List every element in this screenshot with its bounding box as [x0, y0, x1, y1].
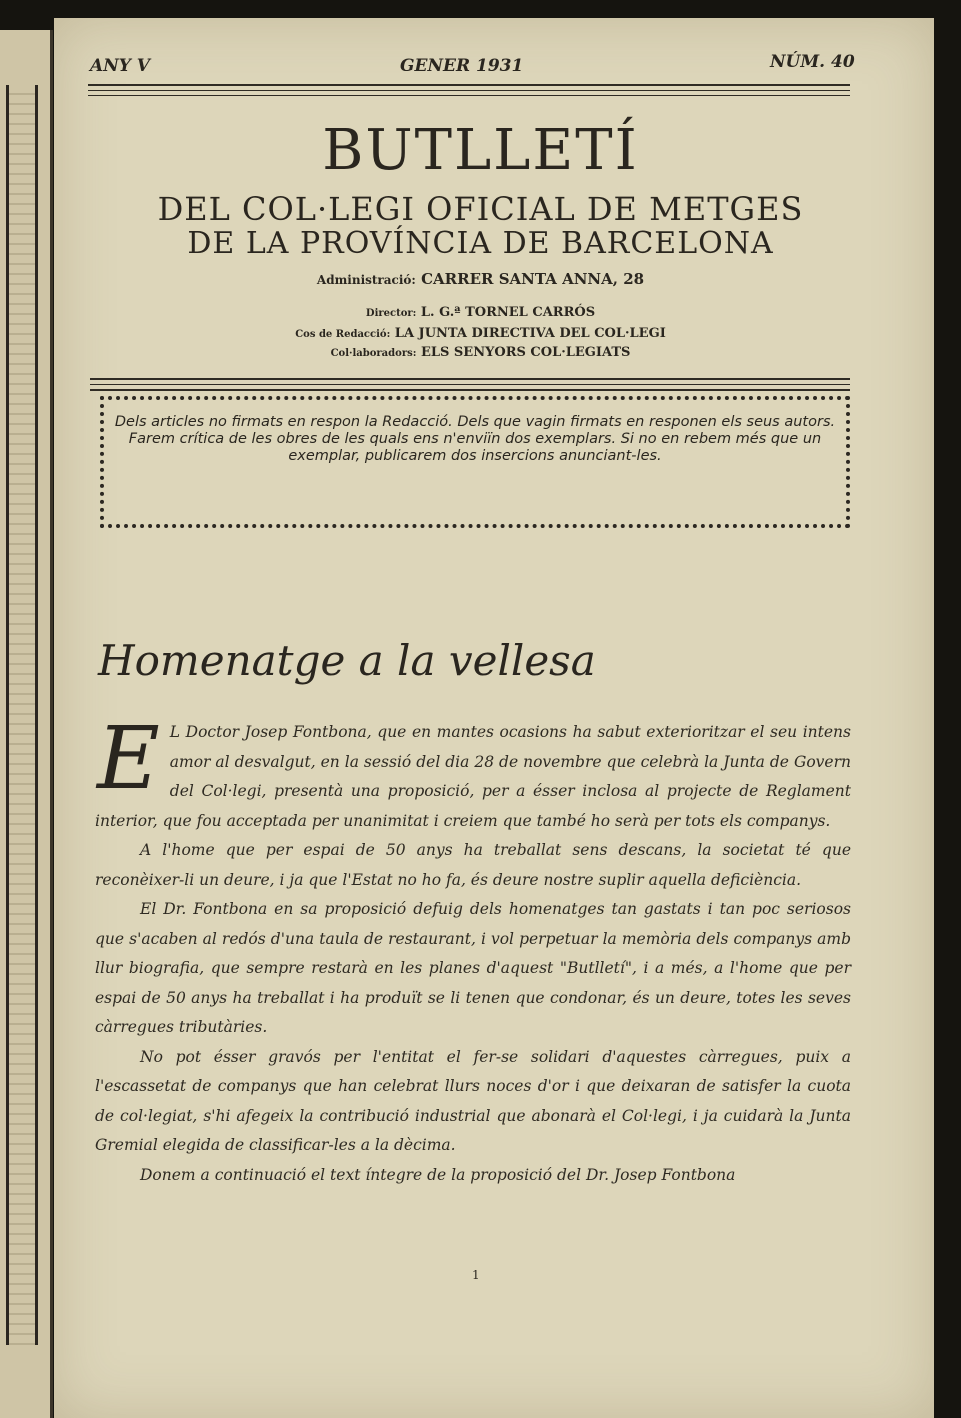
article-paragraph-5: Donem a continuació el text íntegre de la proposició del Dr. Josep Fontbona — [140, 1165, 736, 1184]
cos-value: LA JUNTA DIRECTIVA DEL COL·LEGI — [394, 326, 666, 341]
director-label: Director: — [365, 308, 417, 319]
editorial-notice-box — [100, 396, 850, 528]
issue-number: NÚM. 40 — [770, 52, 855, 72]
masthead-title: BUTLLETÍ — [322, 118, 639, 183]
header-rule-1 — [88, 84, 850, 86]
header-rule-2 — [88, 90, 850, 91]
masthead-rule-2 — [90, 384, 850, 385]
admin-value: CARRER SANTA ANNA, 28 — [421, 270, 645, 288]
issue-year: ANY V — [90, 56, 150, 76]
notice-line-1: Dels articles no firmats en respon la Redacció. Dels que vagin firmats en responen els seus autors. — [114, 414, 836, 430]
masthead-subtitle-2: DE LA PROVÍNCIA DE BARCELONA — [187, 226, 774, 261]
article-paragraph-1 — [95, 709, 851, 836]
col-value: ELS SENYORS COL·LEGIATS — [420, 345, 631, 360]
administration-line — [0, 270, 961, 288]
header-rule-3 — [88, 95, 850, 96]
masthead-subtitle-1: DEL COL·LEGI OFICIAL DE METGES — [157, 190, 804, 228]
collaborators-line — [0, 345, 961, 360]
admin-label: Administració: — [316, 273, 416, 287]
notice-line-2: Farem crítica de les obres de les quals ens n'enviïn dos exemplars. Si no en rebem més que un exemplar, publicarem dos insercions anunciant-les. — [128, 431, 822, 464]
article-paragraph-4: No pot ésser gravós per l'entitat el fer-se solidari d'aquestes càrregues, puix a l'escassetat de companys que han celebrat llurs noces d'or i que deixaran de satisfer la cuota de col·legiat, s'hi afegeix la contribució industrial que abonarà el Col·legi, i ja cuidarà la Junta Gremial elegida de classificar-les a la dècima. — [95, 1047, 851, 1154]
editorial-line — [0, 326, 961, 341]
masthead-rule-1 — [90, 378, 850, 380]
article-body — [95, 709, 851, 1190]
article-paragraph-3: El Dr. Fontbona en sa proposició defuig dels homenatges tan gastats i tan poc seriosos que s'acaben al redós d'una taula de restaurant, i vol perpetuar la memòria dels companys amb llur biografia, que sempre restarà en les planes d'aquest "Butlletí", i a més, a l'home que per espai de 50 anys ha treballat i ha produït se li tenen que condonar, és un deure, totes les seves càrregues tributàries. — [95, 900, 851, 1036]
director-line — [0, 305, 961, 320]
issue-date: GENER 1931 — [400, 56, 524, 76]
cos-label: Cos de Redacció: — [295, 329, 391, 340]
page-number: 1 — [472, 1268, 480, 1282]
paragraph-1-text: L Doctor Josep Fontbona, que en mantes ocasions ha sabut exterioritzar el seu intens amor al desvalgut, en la sessió del dia 28 de novembre que celebrà la Junta de Govern del Col·legi, presentà una proposició, per a ésser inclosa al projecte de Reglament interior, que fou acceptada per unanimitat i creiem que també ho serà per tots els companys. — [95, 723, 851, 830]
drop-cap: E — [97, 709, 160, 809]
article-headline: Homenatge a la vellesa — [98, 636, 596, 685]
article-paragraph-2: A l'home que per espai de 50 anys ha treballat sens descans, la societat té que reconèixer-li un deure, i ja que l'Estat no ho fa, és deure nostre suplir aquella deficiència. — [95, 841, 851, 889]
col-label: Col·laboradors: — [330, 348, 417, 359]
director-value: L. G.ª TORNEL CARRÓS — [420, 305, 596, 320]
masthead-rule-3 — [90, 389, 850, 391]
